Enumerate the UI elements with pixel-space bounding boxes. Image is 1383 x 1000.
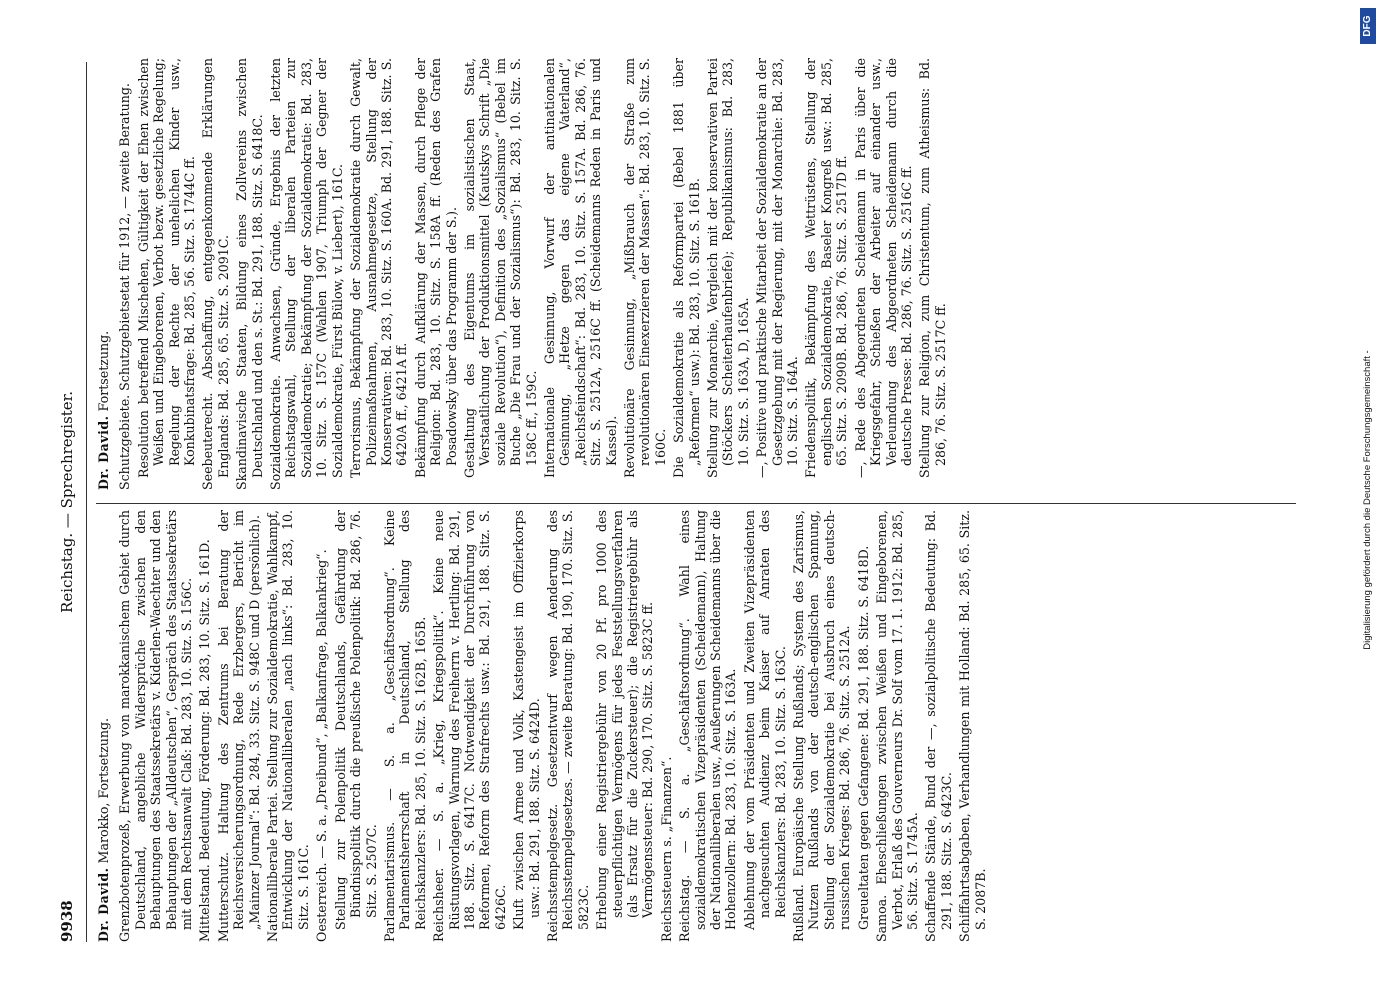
register-subentry: Ablehnung der vom Präsidenten und Zweiten Vizepräsidenten nachgesuchten Audienz beim Kaiser auf Anraten des Reichskanzlers: Bd. 283, 10. Sitz. S. 163C. xyxy=(741,510,788,930)
page-title: Reichstag. — Sprechregister. xyxy=(58,391,76,613)
register-entry: Skandinavische Staaten, Bildung eines Zollvereins zwischen Deutschland und den s. St.: Bd. 291, 188. Sitz. S. 6418C. xyxy=(234,58,265,490)
register-entry: Reichsheer. — S. a. „Krieg, Kriegspolitik“. Keine neue Rüstungsvorlagen, Warnung des Freiherrn v. Hertling: Bd. 291, 188. Sitz. S. 6417C. Notwendigkeit der Durchführung von Reformen, Reform des Strafrechts usw.: Bd. 291, 188. Sitz. S. 6426C. xyxy=(431,510,508,942)
register-subentry: Die Sozialdemokratie als Reformpartei (Bebel 1881 über „Reformen“ usw.): Bd. 283, 10. Sitz. S. 161B. xyxy=(671,58,702,478)
speaker-name: Dr. David. xyxy=(96,867,111,942)
register-entry: Sozialdemokratie. Anwachsen, Gründe, Ergebnis der letzten Reichstagswahl, Stellung der liberalen Parteien zur Sozialdemokratie; Bekämpfung der Sozialdemokratie: Bd. 283, 10. Sitz. S. 157C (Wahlen 1907, Triumph der Gegner der Sozialdemokratie, Fürst Bülow, v. Liebert), 161C. xyxy=(268,58,345,490)
register-subentry: Resolution betreffend Mischehen, Gültigkeit der Ehen zwischen Weißen und Eingeborenen, Verbot bezw. gesetzliche Regelung; Regelung der Rechte der unehelichen Kinder usw., Konkubinatsfrage: Bd. 285, 56. Sitz. S. 1744C ff. xyxy=(135,58,198,478)
column-divider xyxy=(96,503,1296,504)
left-column-head xyxy=(96,510,111,942)
register-subentry: Gestaltung des Eigentums im sozialistischen Staat, Verstaatlichung der Produktionsmittel (Kautskys Schrift „Die soziale Revolution“), Definition des „Sozialismus“ (Bebel im Buche „Die Frau und der Sozialismus“): Bd. 283, 10. Sitz. S. 158C ff., 159C. xyxy=(461,58,539,478)
speaker-name: Dr. David. xyxy=(96,415,111,490)
register-entry: Mittelstand. Bedeutung, Förderung: Bd. 283, 10. Sitz. S. 161D. xyxy=(197,539,213,942)
digitization-note xyxy=(1358,12,1378,988)
register-subentry: —, Rede des Abgeordneten Scheidemann in Paris über die Kriegsgefahr, Schießen der Arbeiter auf einander usw., Verleumdung des Abgeordneten Scheidemann durch die deutsche Presse: Bd. 286, 76. Sitz. S. 2516C ff. xyxy=(852,58,914,478)
register-subentry: —, Positive und praktische Mitarbeit der Sozialdemokratie an der Gesetzgebung mit der Regierung, mit der Monarchie: Bd. 283, 10. Sitz. S. 164A. xyxy=(754,58,801,478)
register-entry: Rußland. Europäische Stellung Rußlands; System des Zarismus, Nutzen Rußlands von der deutsch-englischen Spannung, Stellung der Sozialdemokratie bei Ausbruch eines deutsch-russischen Krieges: Bd. 286, 76. Sitz. S. 2512A. xyxy=(791,510,853,942)
register-subentry: Kluft zwischen Armee und Volk, Kastengeist im Offizierkorps usw.: Bd. 291, 188. Sitz. S. 6424D. xyxy=(511,510,542,930)
register-subentry: Terrorismus, Bekämpfung der Sozialdemokratie durch Gewalt, Polizeimaßnahmen, Ausnahmegesetze, Stellung der Konservativen: Bd. 283, 10. Sitz. S. 160A. Bd. 291, 188. Sitz. S. 6420A ff., 6421A ff. xyxy=(348,58,410,478)
register-entry: Samoa. Eheschließungen zwischen Weißen und Eingeborenen, Verbot, Erlaß des Gouverneurs Dr. Solf vom 17. 1. 1912: Bd. 285, 56. Sitz. S. 1745A. xyxy=(874,510,920,942)
right-entries xyxy=(117,58,948,490)
register-entry: Oesterreich. — S. a. „Dreibund“, „Balkanfrage, Balkankrieg“. xyxy=(314,549,330,942)
continuation-label: Marokko, Fortsetzung. xyxy=(96,717,111,864)
left-column xyxy=(96,510,991,942)
register-entry: Schiffahrtsabgaben, Verhandlungen mit Holland: Bd. 285, 65. Sitz. S. 2087B. xyxy=(957,510,988,942)
register-entry: Reichstag. — S. a. „Geschäftsordnung“. Wahl eines sozialdemokratischen Vizepräsidenten (Scheidemann), Haltung der Nationalliberalen usw., Aeußerungen Scheidemanns über die Hohenzollern: Bd. 283, 10. Sitz. S. 163A. xyxy=(677,510,739,942)
right-column xyxy=(96,58,951,490)
register-subentry: Greueltaten gegen Gefangene: Bd. 291, 188. Sitz. S. 6418D. xyxy=(855,545,871,930)
register-entry: Grenzbotenprozeß, Erwerbung von marokkanischem Gebiet durch Deutschland, angebliche Widersprüche zwischen den Behauptungen des Staatssekretärs v. Kiderlen-Waechter und den Behauptungen der „Alldeutschen“, Gespräch des Staatssekretärs mit dem Rechtsanwalt Claß: Bd. 283, 10. Sitz. S. 156C. xyxy=(117,510,195,942)
dfg-logo xyxy=(1360,8,1376,44)
left-entries xyxy=(117,510,988,942)
register-subentry: Friedenspolitik, Bekämpfung des Wettrüstens, Stellung der englischen Sozialdemokratie, Baseler Kongreß usw.: Bd. 285, 65. Sitz. S. 2090B. Bd. 286, 76. Sitz. S. 2517D ff. xyxy=(803,58,850,478)
continuation-label: Fortsetzung. xyxy=(96,330,111,412)
register-subentry: Stellung zur Monarchie, Vergleich mit der konservativen Partei (Stöckers Scheiterhaufenbriefe); Republikanismus: Bd. 283, 10. Sitz. S. 163A, D, 165A. xyxy=(705,58,751,478)
right-column-head xyxy=(96,58,111,490)
register-entry: Reichssteuern s. „Finanzen“. xyxy=(658,756,674,942)
register-subentry: Erhebung einer Registriergebühr von 20 Pf. pro 1000 des steuerpflichtigen Vermögens für jedes Feststellungsverfahren (als Ersatz für die Zuckersteuer); die Registriergebühr als Vermögenssteuer: Bd. 290, 170. Sitz. S. 5823C ff. xyxy=(594,510,656,930)
register-entry: Parlamentarismus. — S. a. „Geschäftsordnung“. Keine Parlamentsherrschaft in Deutschland, Stellung des Reichskanzlers: Bd. 285, 10. Sitz. S. 162B, 165B. xyxy=(381,510,428,942)
register-subentry: Stellung zur Polenpolitik Deutschlands, Gefährdung der Bündnispolitik durch die preußische Polenpolitik: Bd. 286, 76. Sitz. S. 2507C. xyxy=(332,510,379,930)
page-header xyxy=(58,62,84,942)
register-subentry: Stellung zur Religion, zum Christentum, zum Atheismus: Bd. 286, 76. Sitz. S. 2517C ff. xyxy=(917,58,948,478)
header-rule xyxy=(86,62,87,942)
register-entry: Nationalliberale Partei. Stellung zur Sozialdemokratie, Wahlkampf, Entwicklung der Nationalliberalen „nach links“: Bd. 283, 10. Sitz. S. 161C. xyxy=(265,510,311,942)
register-subentry: Internationale Gesinnung, Vorwurf der antinationalen Gesinnung, „Hetze gegen das eigene Vaterland“, „Reichsfeindschaft“: Bd. 283, 10. Sitz. S. 157A. Bd. 286, 76. Sitz. S. 2512A, 2516C ff. (Scheidemanns Reden in Paris und Kassel). xyxy=(541,58,619,478)
digitization-note-text: Digitalisierung gefördert durch die Deutsche Forschungsgemeinschaft - xyxy=(1362,350,1373,650)
dfg-logo-text: DFG xyxy=(1362,15,1373,37)
page-number: 9938 xyxy=(58,900,76,942)
register-entry: Seebeuterecht. Abschaffung, entgegenkommende Erklärungen Englands: Bd. 285, 65. Sitz. S. 2091C. xyxy=(200,58,231,490)
register-subentry: Revolutionäre Gesinnung, „Mißbrauch der Straße zum revolutionären Einexerzieren der Massen“: Bd. 283, 10. Sitz. S. 160C. xyxy=(622,58,668,478)
register-subentry: Bekämpfung durch Aufklärung der Massen, durch Pflege der Religion: Bd. 283, 10. Sitz. S. 158A ff. (Reden des Grafen Posadowsky über das Programm der S.). xyxy=(412,58,459,478)
register-entry: Reichsstempelgesetz. Gesetzentwurf wegen Aenderung des Reichsstempelgesetzes. — zweite Beratung: Bd. 190, 170. Sitz. S. 5823C. xyxy=(544,510,591,942)
register-entry: Schutzgebiete. Schutzgebietsetat für 1912, — zweite Beratung. xyxy=(117,83,133,490)
register-entry: Schaffende Stände, Bund der —, sozialpolitische Bedeutung: Bd. 291, 188. Sitz. S. 6423C. xyxy=(923,510,954,942)
register-entry: Mutterschutz. Haltung des Zentrums bei Beratung der Reichsversicherungsordnung, Rede Erzbergers, Bericht im „Mainzer Journal“: Bd. 284, 33. Sitz. S. 948C und D (persönlich). xyxy=(215,510,262,942)
